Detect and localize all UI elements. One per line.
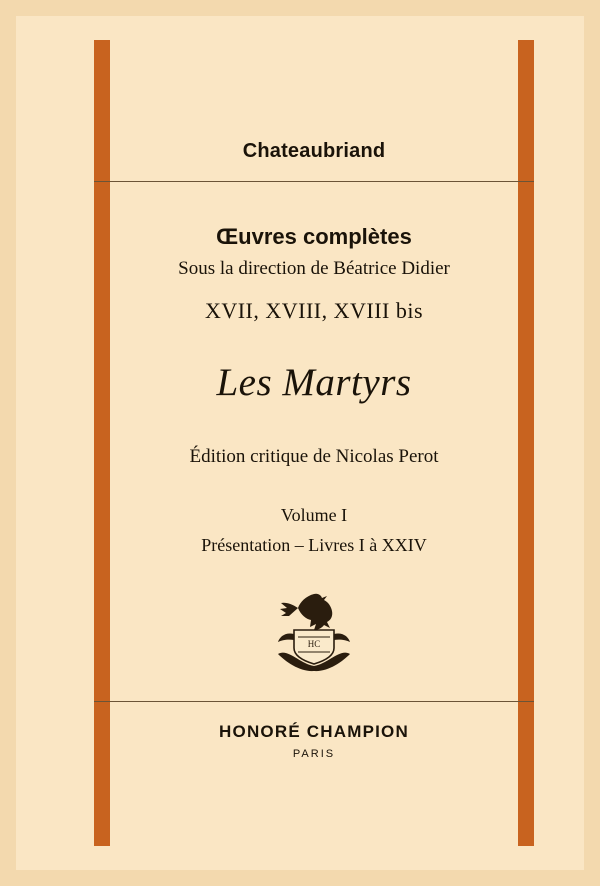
book-title: Les Martyrs xyxy=(216,361,412,404)
volume-numbers: XVII, XVIII, XVIII bis xyxy=(204,298,424,323)
publisher-city: PARIS xyxy=(292,748,336,760)
series-editor: Sous la direction de Béatrice Didier xyxy=(178,258,450,279)
cover-content xyxy=(110,0,518,886)
cover-frame-left xyxy=(0,0,16,886)
volume-contents: Présentation – Livres I à XXIV xyxy=(201,535,427,555)
spine-bar-right xyxy=(518,40,534,846)
honore-champion-crest-icon xyxy=(254,582,374,672)
spine-bar-left xyxy=(94,40,110,846)
author-name: Chateaubriand xyxy=(242,140,386,162)
publisher-name: HONORÉ CHAMPION xyxy=(219,722,409,741)
cover-frame-right xyxy=(584,0,600,886)
crest-monogram: HC xyxy=(307,639,321,649)
volume-label: Volume I xyxy=(280,505,348,525)
edition-note: Édition critique de Nicolas Perot xyxy=(189,446,439,467)
series-title: Œuvres complètes xyxy=(216,224,412,249)
